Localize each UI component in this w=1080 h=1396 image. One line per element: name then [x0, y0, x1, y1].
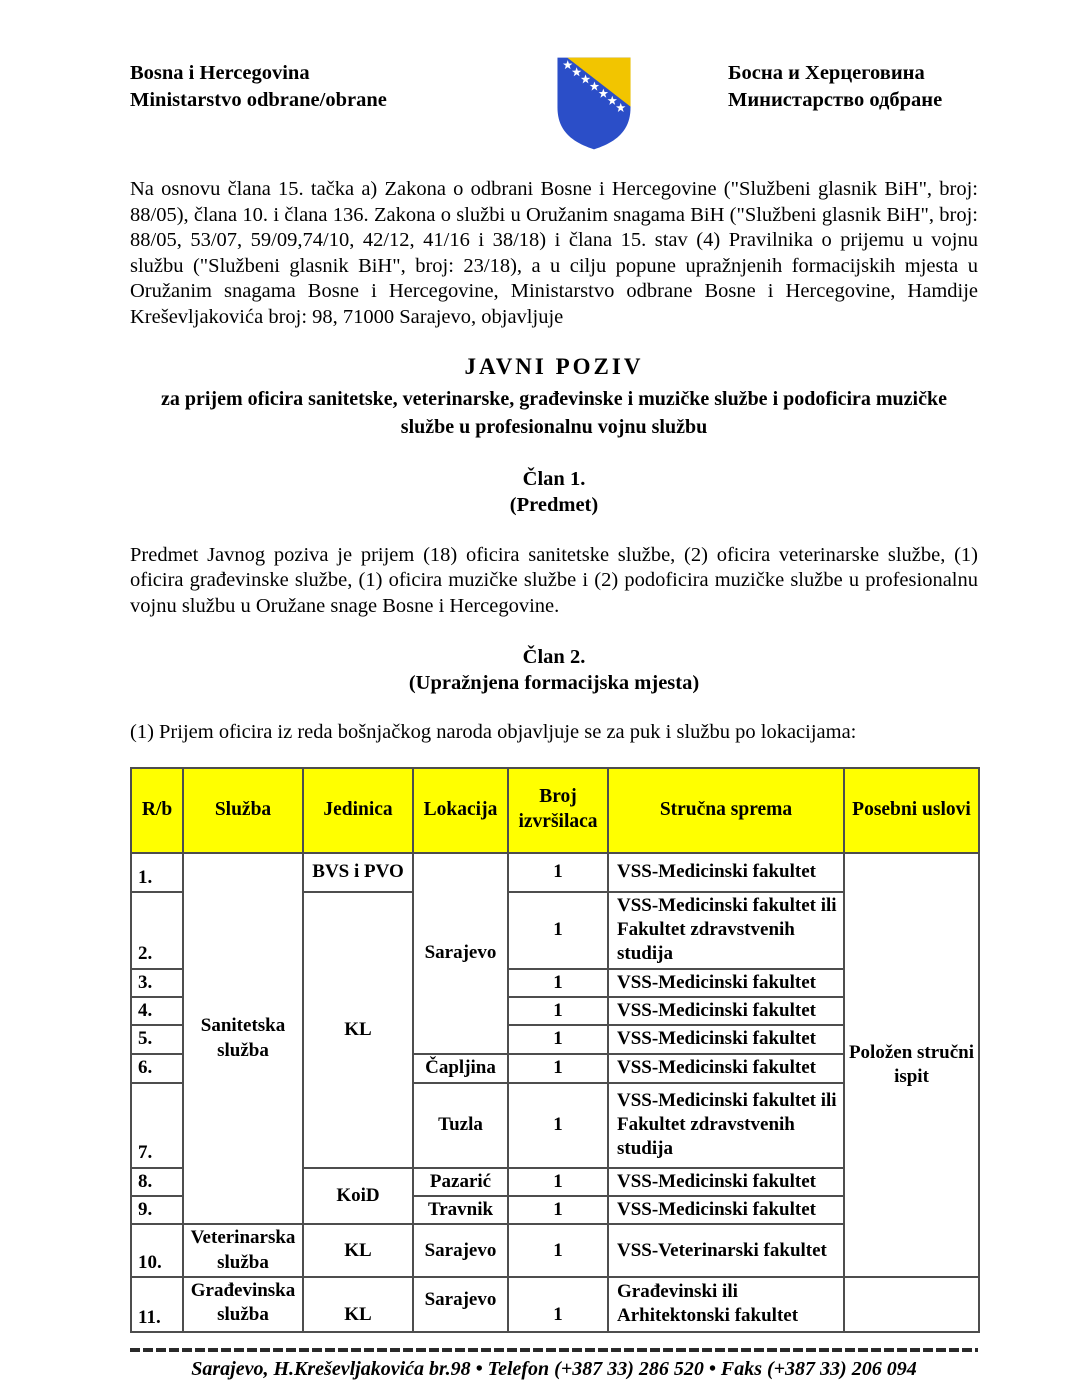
- table-cell: KL: [303, 892, 413, 1168]
- letterhead: [130, 0, 978, 152]
- table-cell: 1: [508, 1224, 608, 1277]
- table-cell: VSS-Veterinarski fakultet: [608, 1224, 844, 1277]
- table-cell: 1: [508, 969, 608, 997]
- column-header-5: Stručna sprema: [608, 768, 844, 853]
- table-cell: Položen stručni ispit: [844, 853, 979, 1277]
- footer-divider: [130, 1348, 978, 1352]
- table-cell: VSS-Medicinski fakultet ili Fakultet zdravstvenih studija: [608, 1083, 844, 1168]
- table-cell: 1.: [131, 853, 183, 892]
- document-content: [130, 0, 978, 1333]
- article-1-subheading: (Predmet): [509, 493, 599, 516]
- table-cell: 7.: [131, 1083, 183, 1168]
- table-cell: Veterinarska služba: [183, 1224, 303, 1277]
- vacancy-table: [130, 767, 980, 1333]
- table-cell: 1: [508, 997, 608, 1025]
- table-cell: VSS-Medicinski fakultet: [608, 853, 844, 892]
- table-cell: KoiD: [303, 1168, 413, 1225]
- table-cell: Čapljina: [413, 1054, 508, 1083]
- table-cell: VSS-Medicinski fakultet: [608, 969, 844, 997]
- table-cell: KL: [303, 1224, 413, 1277]
- table-cell: KL: [303, 1277, 413, 1332]
- table-cell: 9.: [131, 1196, 183, 1224]
- table-cell: 1: [508, 1196, 608, 1224]
- table-cell: VSS-Medicinski fakultet: [608, 1168, 844, 1196]
- table-cell: 11.: [131, 1277, 183, 1332]
- bih-coat-of-arms: [553, 54, 635, 152]
- ministry-name-cyrillic: [728, 60, 978, 114]
- country-name-cyrillic: Босна и Херцеговина: [728, 62, 925, 84]
- article-1-heading: Član 1.: [522, 468, 586, 491]
- table-cell: VSS-Medicinski fakultet: [608, 1196, 844, 1224]
- document-subtitle: za prijem oficira sanitetske, veterinarske, građevinske i muzičke službe i podoficira muzičke službe u profesionalnu vojnu službu: [161, 388, 947, 438]
- column-header-0: R/b: [131, 768, 183, 853]
- table-row-11: [131, 1277, 979, 1332]
- table-cell: 2.: [131, 892, 183, 969]
- page-footer: [130, 1348, 978, 1381]
- column-header-3: Lokacija: [413, 768, 508, 853]
- table-cell: VSS-Medicinski fakultet ili Fakultet zdravstvenih studija: [608, 892, 844, 969]
- country-name-latin: Bosna i Hercegovina: [130, 62, 310, 84]
- table-cell: VSS-Medicinski fakultet: [608, 1054, 844, 1083]
- table-cell: Građevinski ili Arhitektonski fakultet: [608, 1277, 844, 1332]
- table-cell: 1: [508, 853, 608, 892]
- table-cell: Sanitetska služba: [183, 853, 303, 1225]
- ministry-name-latin: [130, 60, 460, 114]
- ministry-latin: Ministarstvo odbrane/obrane: [130, 89, 387, 112]
- table-cell: Građevinska služba: [183, 1277, 303, 1332]
- table-cell: 1: [508, 892, 608, 969]
- table-row-1: [131, 853, 979, 892]
- table-cell: 3.: [131, 969, 183, 997]
- ministry-cyrillic: Министарство одбране: [728, 89, 943, 112]
- table-cell: 4.: [131, 997, 183, 1025]
- article-2-heading: Član 2.: [522, 646, 586, 669]
- column-header-1: Služba: [183, 768, 303, 853]
- article-2-subheading: (Upražnjena formacijska mjesta): [408, 671, 700, 694]
- table-cell: 6.: [131, 1054, 183, 1083]
- table-cell: Sarajevo: [413, 853, 508, 1054]
- table-cell: 1: [508, 1168, 608, 1196]
- table-cell: Tuzla: [413, 1083, 508, 1168]
- column-header-4: Broj izvršilaca: [508, 768, 608, 853]
- table-cell: [844, 1277, 979, 1332]
- table-cell: 1: [508, 1054, 608, 1083]
- table-header-row: [131, 768, 979, 853]
- table-cell: 1: [508, 1277, 608, 1332]
- table-cell: Travnik: [413, 1196, 508, 1224]
- column-header-2: Jedinica: [303, 768, 413, 853]
- table-cell: Pazarić: [413, 1168, 508, 1196]
- document-title: JAVNI POZIV: [464, 354, 644, 380]
- table-cell: 10.: [131, 1224, 183, 1277]
- table-cell: Sarajevo: [413, 1277, 508, 1332]
- table-cell: VSS-Medicinski fakultet: [608, 1025, 844, 1053]
- table-cell: 5.: [131, 1025, 183, 1053]
- article-2-intro: (1) Prijem oficira iz reda bošnjačkog naroda objavljuje se za puk i službu po lokacijama:: [130, 721, 857, 744]
- table-cell: 1: [508, 1083, 608, 1168]
- table-cell: 1: [508, 1025, 608, 1053]
- article-1-body: Predmet Javnog poziva je prijem (18) oficira sanitetske službe, (2) oficira veterinarske službe, (1) oficira građevinske službe, (1) oficira muzičke službe i (2) podoficira muzičke službe u profesionalnu vojnu službu u Oružane snage Bosne i Hercegovine.: [130, 543, 978, 617]
- footer-contact: Sarajevo, H.Kreševljakovića br.98 • Telefon (+387 33) 286 520 • Faks (+387 33) 206 094: [191, 1358, 917, 1380]
- table-cell: VSS-Medicinski fakultet: [608, 997, 844, 1025]
- intro-paragraph: Na osnovu člana 15. tačka a) Zakona o odbrani Bosne i Hercegovine ("Službeni glasnik BiH", broj: 88/05), člana 10. i člana 136. Zakona o službi u Oružanim snagama BiH ("Službeni glasnik BiH", broj: 88/05, 53/07, 59/09,74/10, 42/12, 41/16 i 38/18) i člana 15. stav (4) Pravilnika o prijemu u vojnu službu ("Službeni glasnik BiH", broj: 23/18), a u cilju popune upražnjenih formacijskih mjesta u Oružanim snagama Bosne i Hercegovine, Ministarstvo odbrane Bosne i Hercegovine, Hamdije Kreševljakovića broj: 98, 71000 Sarajevo, objavljuje: [130, 178, 978, 328]
- table-cell: 8.: [131, 1168, 183, 1196]
- column-header-6: Posebni uslovi: [844, 768, 979, 853]
- table-cell: Sarajevo: [413, 1224, 508, 1277]
- table-cell: BVS i PVO: [303, 853, 413, 892]
